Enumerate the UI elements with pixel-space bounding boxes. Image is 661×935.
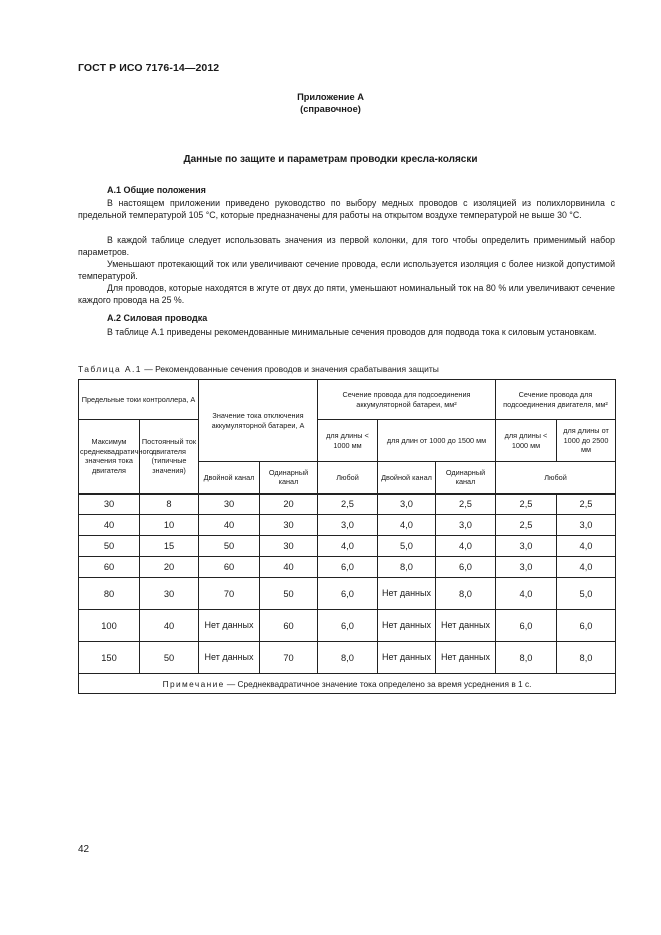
standard-number: ГОСТ Р ИСО 7176-14—2012 bbox=[78, 62, 220, 74]
table-note-label: Примечание bbox=[162, 678, 225, 689]
cell: 30 bbox=[260, 515, 318, 536]
cell: 4,0 bbox=[378, 515, 436, 536]
table-row bbox=[79, 642, 616, 674]
cell: 30 bbox=[199, 494, 260, 515]
cell: 3,0 bbox=[318, 515, 378, 536]
annex-type: (справочное) bbox=[300, 104, 361, 114]
cell: 2,5 bbox=[557, 494, 616, 515]
table-row bbox=[79, 610, 616, 642]
cell: 4,0 bbox=[436, 536, 496, 557]
table-caption-label: Таблица А.1 bbox=[78, 364, 142, 374]
cell: 8 bbox=[140, 494, 199, 515]
cell: 8,0 bbox=[557, 642, 616, 674]
cell: 2,5 bbox=[496, 494, 557, 515]
annex-title: Приложение А bbox=[297, 92, 364, 102]
header-limit-currents: Предельные токи контроллера, А bbox=[79, 380, 199, 420]
header-any: Любой bbox=[318, 462, 378, 494]
cell: 6,0 bbox=[557, 610, 616, 642]
cell: 50 bbox=[199, 536, 260, 557]
cell: Нет данных bbox=[436, 642, 496, 674]
cell: 70 bbox=[199, 578, 260, 610]
cell: 6,0 bbox=[318, 578, 378, 610]
cell: 15 bbox=[140, 536, 199, 557]
cell: Нет данных bbox=[199, 642, 260, 674]
cell: 20 bbox=[260, 494, 318, 515]
cell: 30 bbox=[260, 536, 318, 557]
table-caption bbox=[78, 364, 439, 374]
cell: 20 bbox=[140, 557, 199, 578]
header-single-channel-2: Одинарный канал bbox=[436, 462, 496, 494]
header-battery-section: Сечение провода для подсоединения аккумуляторной батареи, мм² bbox=[318, 380, 496, 420]
cell: 3,0 bbox=[496, 557, 557, 578]
cell: 6,0 bbox=[436, 557, 496, 578]
header-double-channel: Двойной канал bbox=[199, 462, 260, 494]
cell: Нет данных bbox=[436, 610, 496, 642]
annex-heading bbox=[0, 91, 661, 115]
cell: 8,0 bbox=[436, 578, 496, 610]
table-note bbox=[79, 674, 616, 694]
header-single-channel: Одинарный канал bbox=[260, 462, 318, 494]
table-note-text: — Среднеквадратичное значение тока определено за время усреднения в 1 с. bbox=[224, 678, 532, 689]
cell: 5,0 bbox=[557, 578, 616, 610]
header-len-lt-1000: для длины < 1000 мм bbox=[318, 420, 378, 462]
cell: 8,0 bbox=[378, 557, 436, 578]
cell: 2,5 bbox=[496, 515, 557, 536]
header-motor-len-1000-2500: для длины от 1000 до 2500 мм bbox=[557, 420, 616, 462]
section-a1-paragraph-3: Уменьшают протекающий ток или увеличивают сечение провода, если используется изоляция с более низкой допустимой температурой. bbox=[78, 259, 615, 281]
page-number: 42 bbox=[78, 844, 90, 855]
cell: 40 bbox=[260, 557, 318, 578]
recommended-sections-table bbox=[78, 379, 616, 694]
section-a1-paragraph-4: Для проводов, которые находятся в жгуте от двух до пяти, уменьшают номинальный ток на 80 % или увеличивают сечение каждого провода на 25 %. bbox=[78, 283, 615, 305]
section-a2-paragraph-1: В таблице А.1 приведены рекомендованные минимальные сечения проводов для подвода тока к силовым установкам. bbox=[107, 327, 597, 337]
section-a1-heading: А.1 Общие положения bbox=[107, 185, 206, 195]
header-motor-any: Любой bbox=[496, 462, 616, 494]
cell: 30 bbox=[140, 578, 199, 610]
cell: 3,0 bbox=[436, 515, 496, 536]
cell: 50 bbox=[79, 536, 140, 557]
table-caption-text: — Рекомендованные сечения проводов и значения срабатывания защиты bbox=[141, 364, 439, 374]
cell: 2,5 bbox=[318, 494, 378, 515]
cell: 6,0 bbox=[496, 610, 557, 642]
cell: 70 bbox=[260, 642, 318, 674]
cell: 4,0 bbox=[318, 536, 378, 557]
cell: Нет данных bbox=[378, 642, 436, 674]
cell: 60 bbox=[260, 610, 318, 642]
cell: 10 bbox=[140, 515, 199, 536]
section-a1-paragraph-2: В каждой таблице следует использовать значения из первой колонки, для того чтобы определить применимый набор параметров. bbox=[78, 235, 615, 257]
cell: 4,0 bbox=[557, 557, 616, 578]
document-title: Данные по защите и параметрам проводки кресла-коляски bbox=[183, 154, 478, 165]
header-motor-len-lt-1000: для длины < 1000 мм bbox=[496, 420, 557, 462]
cell: Нет данных bbox=[199, 610, 260, 642]
cell: 100 bbox=[79, 610, 140, 642]
section-a1-paragraph-1: В настоящем приложении приведено руководство по выбору медных проводов с изоляцией из полихлорвинила с предельной температурой 105 °С, которые предназначены для работы на открытом воздухе температурой не выше 30 °С. bbox=[78, 198, 615, 220]
table-row bbox=[79, 515, 616, 536]
cell: 80 bbox=[79, 578, 140, 610]
cell: 50 bbox=[260, 578, 318, 610]
cell: 6,0 bbox=[318, 610, 378, 642]
header-max-rms: Максимум среднеквадратичного значения тока двигателя bbox=[79, 420, 140, 494]
cell: 60 bbox=[199, 557, 260, 578]
cell: 30 bbox=[79, 494, 140, 515]
section-a2-heading: А.2 Силовая проводка bbox=[107, 313, 208, 323]
cell: Нет данных bbox=[378, 578, 436, 610]
cell: 40 bbox=[79, 515, 140, 536]
cell: 40 bbox=[199, 515, 260, 536]
cell: 60 bbox=[79, 557, 140, 578]
cell: Нет данных bbox=[378, 610, 436, 642]
cell: 5,0 bbox=[378, 536, 436, 557]
header-len-1000-1500: для длин от 1000 до 1500 мм bbox=[378, 420, 496, 462]
header-double-channel-2: Двойной канал bbox=[378, 462, 436, 494]
cell: 150 bbox=[79, 642, 140, 674]
cell: 40 bbox=[140, 610, 199, 642]
table-row bbox=[79, 557, 616, 578]
cell: 8,0 bbox=[496, 642, 557, 674]
table-row bbox=[79, 578, 616, 610]
cell: 2,5 bbox=[436, 494, 496, 515]
cell: 4,0 bbox=[557, 536, 616, 557]
header-motor-section: Сечение провода для подсоединения двигателя, мм² bbox=[496, 380, 616, 420]
cell: 4,0 bbox=[496, 578, 557, 610]
cell: 3,0 bbox=[378, 494, 436, 515]
cell: 3,0 bbox=[496, 536, 557, 557]
cell: 3,0 bbox=[557, 515, 616, 536]
cell: 6,0 bbox=[318, 557, 378, 578]
header-breaking-current: Значение тока отключения аккумуляторной батареи, А bbox=[199, 380, 318, 462]
table-row bbox=[79, 536, 616, 557]
cell: 8,0 bbox=[318, 642, 378, 674]
table-row bbox=[79, 494, 616, 515]
cell: 50 bbox=[140, 642, 199, 674]
header-continuous: Постоянный ток двигателя (типичные значения) bbox=[140, 420, 199, 494]
